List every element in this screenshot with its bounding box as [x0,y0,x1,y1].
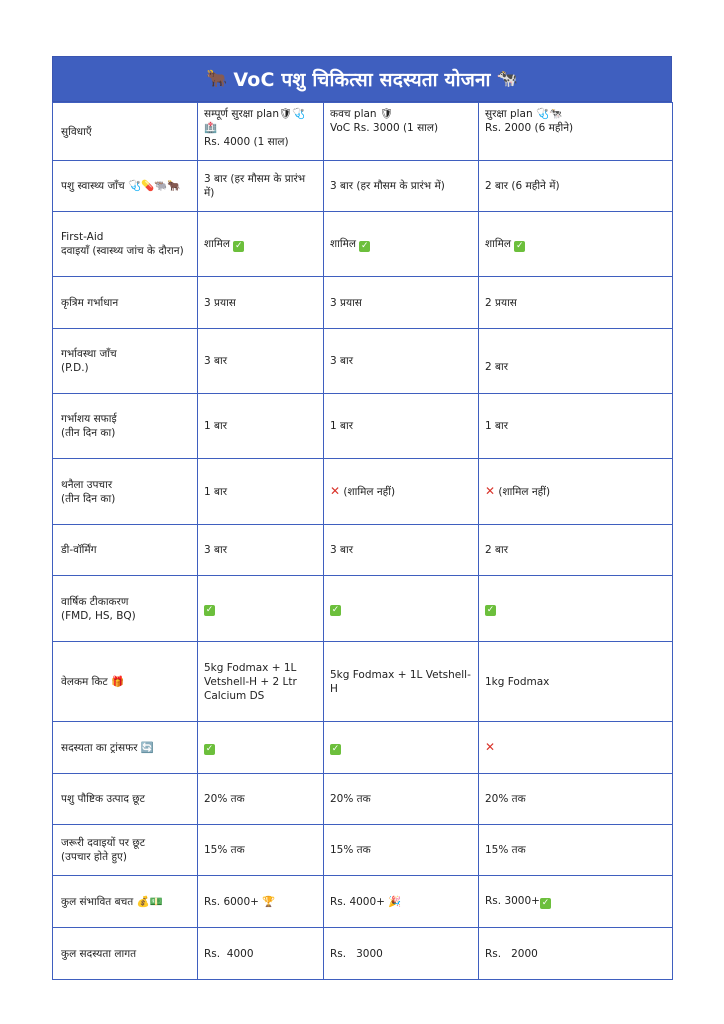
party-popper-icon: 🎉 [388,895,402,908]
plan-price: VoC Rs. 3000 (1 साल) [330,122,439,134]
table-row [53,329,673,394]
cell: 3 बार (हर मौसम के प्रारंभ में) [198,161,324,212]
cell: Rs. 3000+ ✓ [479,876,673,928]
cell: Rs. 6000+ 🏆 [198,876,324,928]
table-row [53,825,673,876]
row-label: गर्भावस्था जाँच (P.D.) [53,329,198,394]
bull-icon: 🐂 [205,69,228,89]
plan-name: सुरक्षा plan [485,108,533,120]
check-icon: ✓ [235,240,243,251]
table-row [53,876,673,928]
table-row [53,642,673,722]
cell: 3 बार [324,525,479,576]
check-icon: ✓ [516,240,524,251]
trophy-icon: 🏆 [262,895,276,908]
cell: 1 बार [324,394,479,459]
gift-icon: 🎁 [111,675,125,688]
cell: शामिल ✓ [324,212,479,277]
cell: 1 बार [479,394,673,459]
row-label: वेलकम किट 🎁 [53,642,198,722]
check-icon: ✓ [486,605,495,615]
cell [324,576,479,642]
cell: 5kg Fodmax + 1L Vetshell-H + 2 Ltr Calcium DS [198,642,324,722]
table-row [53,394,673,459]
membership-sheet [52,56,672,980]
cell: 2 बार [479,329,673,394]
plan-header-suraksha [479,103,673,161]
cell: शामिल ✓ [479,212,673,277]
check-icon: ✓ [361,240,369,251]
stethoscope-cow-icons: 🩺🐄 [536,108,563,120]
cell: 15% तक [479,825,673,876]
page-title: VoC पशु चिकित्सा सदस्यता योजना [233,69,491,91]
health-check-icons: 🩺💊🐃🐂 [127,180,181,192]
row-label: वार्षिक टीकाकरण (FMD, HS, BQ) [53,576,198,642]
table-row [53,212,673,277]
cell: Rs. 4000 [198,928,324,980]
plan-name: कवच plan [330,108,377,120]
cell [324,722,479,774]
check-icon: ✓ [331,605,340,615]
row-label: कुल संभावित बचत 💰💵 [53,876,198,928]
cell: Rs. 2000 [479,928,673,980]
row-label: कुल सदस्यता लागत [53,928,198,980]
cross-icon: ✕ [485,740,496,754]
row-label: कृत्रिम गर्भाधान [53,277,198,329]
cell: 20% तक [479,774,673,825]
table-row [53,774,673,825]
cell: 2 बार (6 महीने में) [479,161,673,212]
check-icon: ✓ [205,744,214,754]
cell [198,576,324,642]
cell: Rs. 4000+ 🎉 [324,876,479,928]
cell: शामिल ✓ [198,212,324,277]
cell: 1 बार [198,394,324,459]
money-icon: 💰💵 [136,895,163,908]
cell: 3 बार [324,329,479,394]
cross-icon: ✕ [330,484,341,498]
cell: 20% तक [198,774,324,825]
plan-comparison-table [52,102,673,980]
plan-name: सम्पूर्ण सुरक्षा plan [204,108,279,120]
row-label: सदस्यता का ट्रांसफर 🔄 [53,722,198,774]
row-label: First-Aid दवाइयाँ (स्वास्थ्य जांच के दौरान) [53,212,198,277]
cell: 2 बार [479,525,673,576]
cell: 3 बार [198,329,324,394]
cross-icon: ✕ [485,484,496,498]
table-header-row [53,103,673,161]
cell [479,722,673,774]
cell: 3 प्रयास [198,277,324,329]
table-row [53,161,673,212]
cell: 3 बार (हर मौसम के प्रारंभ में) [324,161,479,212]
cell: 3 प्रयास [324,277,479,329]
header-label-cell: सुविधाएँ [53,103,198,161]
cell: 5kg Fodmax + 1L Vetshell-H [324,642,479,722]
check-icon: ✓ [205,605,214,615]
plan-header-sampurna [198,103,324,161]
row-label: गर्भाशय सफाई (तीन दिन का) [53,394,198,459]
shield-medical-icons: 🛡🩺🏥 [204,108,306,134]
plan-price: Rs. 4000 (1 साल) [204,136,289,148]
cell: 15% तक [324,825,479,876]
shield-icon: 🛡 [379,108,394,120]
row-label: जरूरी दवाइयों पर छूट (उपचार होते हुए) [53,825,198,876]
cell: 1 बार [198,459,324,525]
cell: 15% तक [198,825,324,876]
cell [198,722,324,774]
title-bar [52,56,672,102]
check-icon: ✓ [541,898,550,908]
table-row [53,928,673,980]
table-row [53,459,673,525]
cell: ✕ (शामिल नहीं) [479,459,673,525]
cow-icon: 🐄 [496,69,519,89]
row-label: डी-वॉर्मिंग [53,525,198,576]
cell: Rs. 3000 [324,928,479,980]
cell: 3 बार [198,525,324,576]
cell: 1kg Fodmax [479,642,673,722]
row-label: पशु पौष्टिक उत्पाद छूट [53,774,198,825]
table-row [53,525,673,576]
check-icon: ✓ [331,744,340,754]
cell [479,576,673,642]
cell: ✕ (शामिल नहीं) [324,459,479,525]
table-row [53,576,673,642]
transfer-icon: 🔄 [140,741,154,754]
cell: 20% तक [324,774,479,825]
row-label: थनैला उपचार (तीन दिन का) [53,459,198,525]
plan-price: Rs. 2000 (6 महीने) [485,122,574,134]
plan-header-kavach [324,103,479,161]
table-row [53,722,673,774]
table-row [53,277,673,329]
row-label: पशु स्वास्थ्य जाँच 🩺💊🐃🐂 [53,161,198,212]
cell: 2 प्रयास [479,277,673,329]
